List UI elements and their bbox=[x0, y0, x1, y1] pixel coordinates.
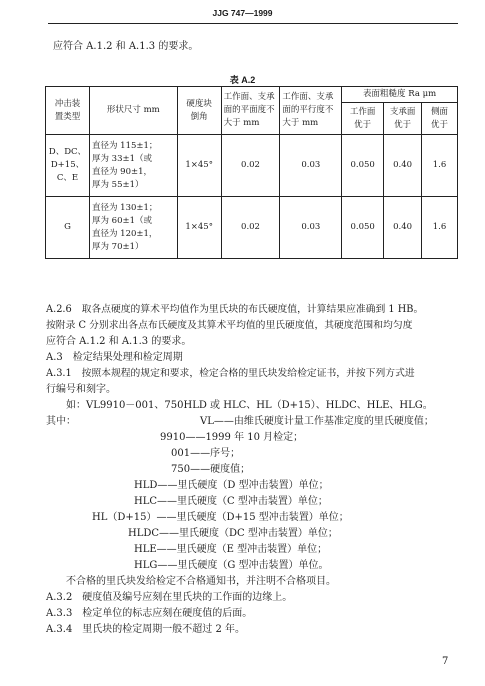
def-item: 750——硬度值； bbox=[171, 464, 251, 475]
def-item: VL——由维氏硬度计量工作基准定度的里氏硬度值； bbox=[200, 416, 434, 427]
cell-type: D、DC、 D+15、 C、E bbox=[46, 135, 90, 197]
page-number: 7 bbox=[442, 656, 449, 667]
para-a26-line2: 按附录 C 分别求出各点布氏硬度及其算术平均值的里氏硬度值，其硬度范围和均匀度 bbox=[46, 320, 413, 331]
def-item: 001——序号； bbox=[171, 448, 241, 459]
col-header-chamfer: 硬度块 倒角 bbox=[177, 87, 221, 135]
intro-text: 应符合 A.1.2 和 A.1.3 的要求。 bbox=[53, 41, 199, 52]
cell-chamfer: 1×45° bbox=[177, 197, 221, 259]
unqualified-note: 不合格的里氏块发给检定不合格通知书，并注明不合格项目。 bbox=[66, 576, 336, 587]
spec-table bbox=[45, 86, 458, 259]
cell-shape: 直径为 130±1； 厚为 60±1（或 直径为 120±1， 厚为 70±1） bbox=[89, 197, 177, 259]
col-header-support-face: 支承面 优于 bbox=[384, 103, 422, 135]
cell-support-face: 0.40 bbox=[384, 135, 422, 197]
para-a32: A.3.2 硬度值及编号应刻在里氏块的工作面的边缘上。 bbox=[46, 592, 293, 603]
col-header-side-face: 侧面 优于 bbox=[422, 103, 458, 135]
header-rule bbox=[48, 23, 458, 24]
def-item: HLG——里氏硬度（G 型冲击装置）单位。 bbox=[134, 560, 329, 571]
def-item: HL（D+15）——里氏硬度（D+15 型冲击装置）单位； bbox=[92, 512, 349, 523]
para-a26-line1: A.2.6 取各点硬度的算术平均值作为里氏块的布氏硬度值，计算结果应准确到 1 HB。 bbox=[46, 304, 424, 315]
cell-flatness: 0.02 bbox=[221, 135, 280, 197]
table-row bbox=[46, 197, 458, 259]
cell-work-face: 0.050 bbox=[342, 135, 384, 197]
among-label: 其中： bbox=[46, 416, 76, 427]
col-header-roughness: 表面粗糙度 Ra μm bbox=[342, 87, 458, 103]
def-item: HLE——里氏硬度（E 型冲击装置）单位； bbox=[134, 544, 328, 555]
col-header-shape: 形状尺寸 mm bbox=[89, 87, 177, 135]
cell-chamfer: 1×45° bbox=[177, 135, 221, 197]
cell-shape: 直径为 115±1； 厚为 33±1（或 直径为 90±1， 厚为 55±1） bbox=[89, 135, 177, 197]
table-row bbox=[46, 135, 458, 197]
para-a34: A.3.4 里氏块的检定周期一般不超过 2 年。 bbox=[46, 624, 246, 635]
cell-side-face: 1.6 bbox=[422, 135, 458, 197]
example-line: 如：VL9910－001、750HLD 或 HLC、HL（D+15）、HLDC、HLE、HLG。 bbox=[66, 400, 433, 411]
cell-work-face: 0.050 bbox=[342, 197, 384, 259]
section-a3-heading: A.3 检定结果处理和检定周期 bbox=[46, 352, 183, 363]
def-item: HLD——里氏硬度（D 型冲击装置）单位； bbox=[134, 480, 329, 491]
col-header-flatness: 工作面、支承 面的平面度不 大于 mm bbox=[221, 87, 280, 135]
col-header-type: 冲击装 置类型 bbox=[46, 87, 90, 135]
def-item: 9910——1999 年 10 月检定； bbox=[160, 432, 304, 443]
para-a31-line2: 行编号和刻字。 bbox=[46, 384, 116, 395]
table-caption: 表 A.2 bbox=[229, 75, 256, 85]
cell-parallelism: 0.03 bbox=[280, 135, 342, 197]
para-a33: A.3.3 检定单位的标志应刻在硬度值的后面。 bbox=[46, 608, 253, 619]
cell-support-face: 0.40 bbox=[384, 197, 422, 259]
running-header: JJG 747—1999 bbox=[212, 8, 273, 18]
cell-parallelism: 0.03 bbox=[280, 197, 342, 259]
col-header-work-face: 工作面 优于 bbox=[342, 103, 384, 135]
para-a31-line1: A.3.1 按照本规程的规定和要求，检定合格的里氏块发给检定证书，并按下列方式进 bbox=[46, 368, 415, 379]
cell-side-face: 1.6 bbox=[422, 197, 458, 259]
cell-type: G bbox=[46, 197, 90, 259]
para-a26-line3: 应符合 A.1.2 和 A.1.3 的要求。 bbox=[46, 336, 192, 347]
cell-flatness: 0.02 bbox=[221, 197, 280, 259]
def-item: HLDC——里氏硬度（DC 型冲击装置）单位； bbox=[128, 528, 338, 539]
col-header-parallelism: 工作面、支承 面的平行度不 大于 mm bbox=[280, 87, 342, 135]
def-item: HLC——里氏硬度（C 型冲击装置）单位； bbox=[134, 496, 328, 507]
